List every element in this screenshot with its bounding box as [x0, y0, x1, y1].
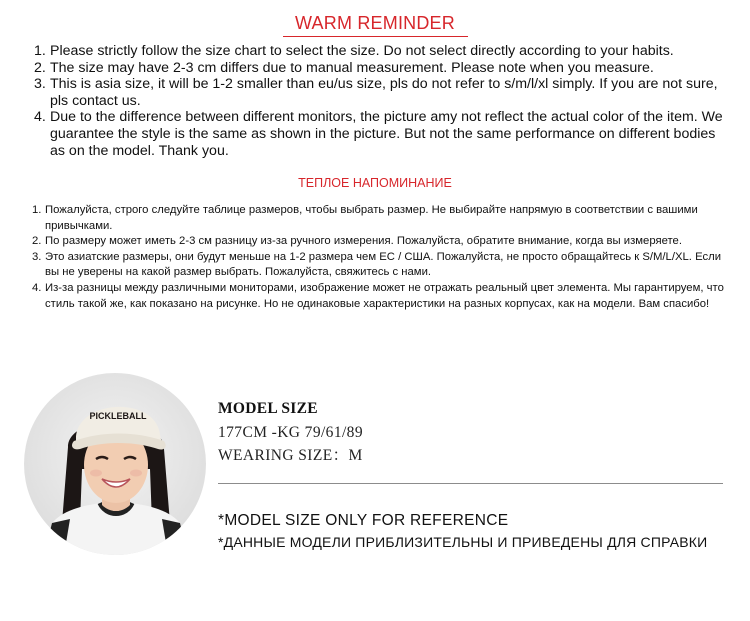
reminder-list-en	[34, 43, 734, 159]
reminder-text: Due to the difference between different monitors, the picture amy not reflect the actual color of the item. We guarantee the style is the same as shown in the picture. But not the same performance on different bodies as on the model. Thank you.	[50, 109, 723, 159]
reminder-item-ru: 3. Это азиатские размеры, они будут меньше на 1-2 размера чем ЕС / США. Пожалуйста, не просто обращайтесь к S/M/L/XL. Если вы не уверены на какой размер выбрать. Пожалуйста, свяжитесь с нами.	[32, 250, 722, 279]
warm-reminder-title-ru: ТЕПЛОЕ НАПОМИНАНИЕ	[298, 176, 452, 190]
reminder-text: Это азиатские размеры, они будут меньше на 1-2 размера чем ЕС / США. Пожалуйста, не просто обращайтесь к S/M/L/XL. Если вы не уверены на какой размер выбрать. Пожалуйста, свяжитесь с нами.	[45, 250, 722, 279]
reminder-item-en: 4. Due to the difference between different monitors, the picture amy not reflect the actual color of the item. We guarantee the style is the same as shown in the picture. But not the same performance on different bodies as on the model. Thank you.	[34, 109, 723, 159]
reminder-text: Из-за разницы между различными мониторами, изображение может не отражать реальный цвет элемента. Мы гарантируем, что стиль такой же, как показано на рисунке. Но не одинаковые характеристики на разных корпусах, как на модели. Вам спасибо!	[45, 281, 724, 310]
reminder-list-ru	[32, 203, 732, 312]
model-measurements: 177CM -KG 79/61/89	[218, 424, 363, 441]
reminder-text: Пожалуйста, строго следуйте таблице размеров, чтобы выбрать размер. Не выбирайте напрямую в соответствии с вашими привычками.	[45, 204, 698, 232]
cap-logo-text: PICKLEBALL	[89, 411, 147, 421]
reminder-item-en: 3. This is asia size, it will be 1-2 smaller than eu/us size, pls do not refer to s/m/l/xl simply. If you are not sure, pls contact us.	[34, 76, 718, 109]
reminder-text: Please strictly follow the size chart to select the size. Do not select directly according to your habits.	[50, 43, 674, 59]
reminder-item-en: 1. Please strictly follow the size chart to select the size. Do not select directly according to your habits.	[34, 43, 674, 59]
title-underline	[283, 36, 468, 37]
reference-note-ru: *ДАННЫЕ МОДЕЛИ ПРИБЛИЗИТЕЛЬНЫ И ПРИВЕДЕНЫ ДЛЯ СПРАВКИ	[218, 534, 708, 550]
reminder-text: The size may have 2-3 cm differs due to manual measurement. Please note when you measure.	[50, 59, 654, 76]
model-size-heading: MODEL SIZE	[218, 400, 318, 417]
warm-reminder-title: WARM REMINDER	[295, 13, 455, 33]
model-photo	[24, 373, 206, 555]
reference-note-en: *MODEL SIZE ONLY FOR REFERENCE	[218, 512, 509, 529]
divider-line	[218, 483, 723, 484]
wearing-size: WEARING SIZE：M	[218, 447, 363, 464]
model-portrait-icon	[24, 373, 206, 555]
reminder-text: По размеру может иметь 2-3 см разницу из-за ручного измерения. Пожалуйста, обратите внимание, когда вы измеряете.	[45, 235, 682, 248]
reminder-text: This is asia size, it will be 1-2 smaller than eu/us size, pls do not refer to s/m/l/xl simply. If you are not sure, pls contact us.	[50, 76, 718, 109]
reminder-item-ru: 2. По размеру может иметь 2-3 см разницу из-за ручного измерения. Пожалуйста, обратите внимание, когда вы измеряете.	[32, 235, 682, 248]
reminder-item-ru: 1. Пожалуйста, строго следуйте таблице размеров, чтобы выбрать размер. Не выбирайте напрямую в соответствии с вашими привычками.	[32, 204, 698, 232]
reminder-item-ru: 4. Из-за разницы между различными мониторами, изображение может не отражать реальный цвет элемента. Мы гарантируем, что стиль такой же, как показано на рисунке. Но не одинаковые характеристики на разных корпусах, как на модели. Вам спасибо!	[32, 281, 724, 310]
reminder-item-en: 2. The size may have 2-3 cm differs due to manual measurement. Please note when you measure.	[34, 59, 654, 76]
